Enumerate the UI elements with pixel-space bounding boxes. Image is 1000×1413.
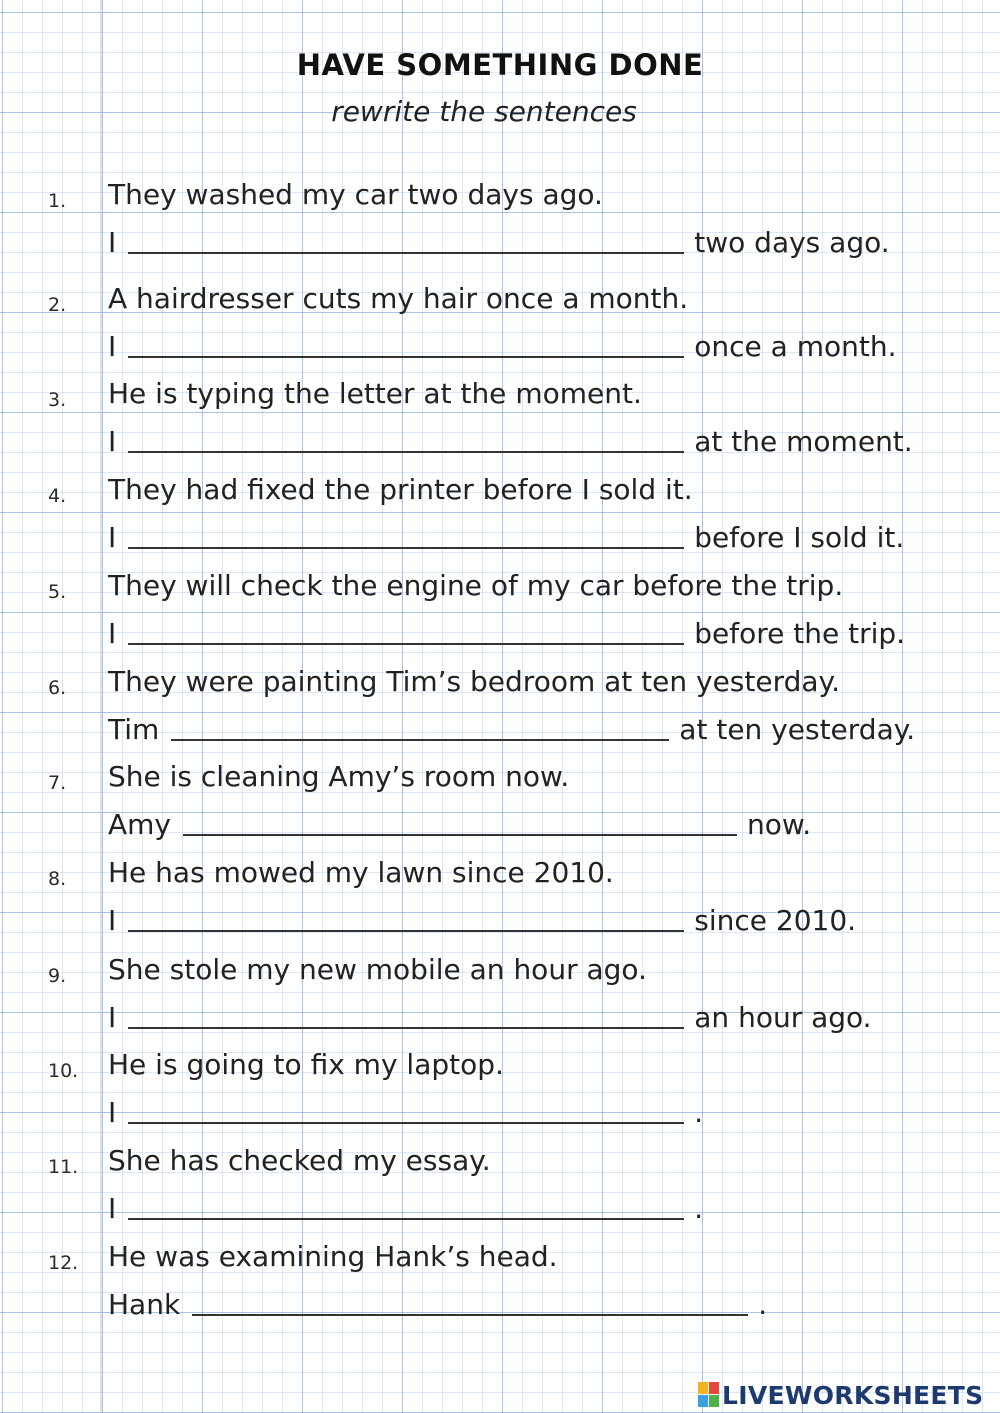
exercise-item [0,1240,1000,1336]
answer-end-words: now. [747,808,812,841]
answer-end-words: at ten yesterday. [679,713,916,746]
answer-blank[interactable] [128,617,684,645]
answer-blank[interactable] [128,425,684,453]
answer-start-word: I [108,226,117,259]
answer-blank[interactable] [128,330,684,358]
answer-start-word: Amy [108,808,171,841]
answer-line [108,224,890,259]
answer-end-words: . [694,1192,704,1225]
item-number: 1. [48,190,67,212]
answer-blank[interactable] [128,904,684,932]
logo-square-blue [698,1395,708,1407]
worksheet-subtitle: rewrite the sentences [331,95,637,128]
exercise-item [0,665,1000,761]
original-sentence: He has mowed my lawn since 2010. [108,856,614,889]
exercise-item [0,377,1000,473]
item-number: 4. [48,485,67,507]
exercise-item [0,178,1000,274]
answer-end-words: . [758,1288,768,1321]
answer-line [108,615,905,650]
answer-end-words: once a month. [694,330,897,363]
item-number: 7. [48,772,67,794]
original-sentence: He was examining Hank’s head. [108,1240,558,1273]
exercise-item [0,473,1000,569]
exercise-item [0,1144,1000,1240]
answer-blank[interactable] [128,1001,684,1029]
item-number: 12. [48,1252,79,1274]
answer-start-word: Tim [108,713,160,746]
answer-start-word: I [108,1096,117,1129]
answer-line [108,999,872,1034]
logo-square-yellow [698,1382,708,1394]
exercise-item [0,569,1000,665]
answer-start-word: I [108,330,117,363]
item-number: 10. [48,1060,79,1082]
answer-blank[interactable] [128,226,684,254]
item-number: 2. [48,294,67,316]
answer-line [108,1190,703,1225]
answer-line [108,711,915,746]
answer-start-word: I [108,904,117,937]
original-sentence: She has checked my essay. [108,1144,491,1177]
logo-text: LIVEWORKSHEETS [722,1380,984,1410]
original-sentence: They had fixed the printer before I sold it. [108,473,693,506]
answer-end-words: an hour ago. [694,1001,872,1034]
logo-mark-icon [698,1382,720,1408]
original-sentence: She stole my new mobile an hour ago. [108,953,647,986]
answer-line [108,902,856,937]
exercise-item [0,1048,1000,1144]
liveworksheets-logo [698,1380,983,1410]
answer-line [108,423,913,458]
answer-blank[interactable] [183,808,737,836]
item-number: 11. [48,1156,79,1178]
answer-blank[interactable] [171,713,669,741]
answer-end-words: before the trip. [694,617,906,650]
exercise-item [0,760,1000,856]
logo-square-green [709,1395,719,1407]
original-sentence: She is cleaning Amy’s room now. [108,760,570,793]
answer-line [108,1094,703,1129]
exercise-item [0,282,1000,378]
answer-end-words: before I sold it. [694,521,905,554]
original-sentence: They will check the engine of my car before the trip. [108,569,844,602]
answer-blank[interactable] [128,1096,684,1124]
answer-end-words: since 2010. [694,904,857,937]
answer-line [108,519,904,554]
answer-line [108,328,897,363]
logo-square-red [709,1382,719,1394]
original-sentence: He is typing the letter at the moment. [108,377,642,410]
item-number: 8. [48,868,67,890]
answer-end-words: at the moment. [694,425,913,458]
answer-start-word: I [108,1192,117,1225]
answer-line [108,806,811,841]
original-sentence: They were painting Tim’s bedroom at ten yesterday. [108,665,841,698]
item-number: 9. [48,965,67,987]
exercise-item [0,953,1000,1049]
answer-start-word: Hank [108,1288,181,1321]
worksheet-title: HAVE SOMETHING DONE [296,48,704,82]
item-number: 5. [48,581,67,603]
answer-start-word: I [108,1001,117,1034]
exercise-item [0,856,1000,952]
original-sentence: A hairdresser cuts my hair once a month. [108,282,689,315]
answer-blank[interactable] [128,1192,684,1220]
answer-start-word: I [108,521,117,554]
answer-start-word: I [108,617,117,650]
answer-end-words: two days ago. [694,226,890,259]
answer-end-words: . [694,1096,704,1129]
item-number: 6. [48,677,67,699]
answer-blank[interactable] [192,1288,748,1316]
original-sentence: They washed my car two days ago. [108,178,603,211]
answer-line [108,1286,767,1321]
answer-blank[interactable] [128,521,684,549]
original-sentence: He is going to fix my laptop. [108,1048,504,1081]
answer-start-word: I [108,425,117,458]
item-number: 3. [48,389,67,411]
